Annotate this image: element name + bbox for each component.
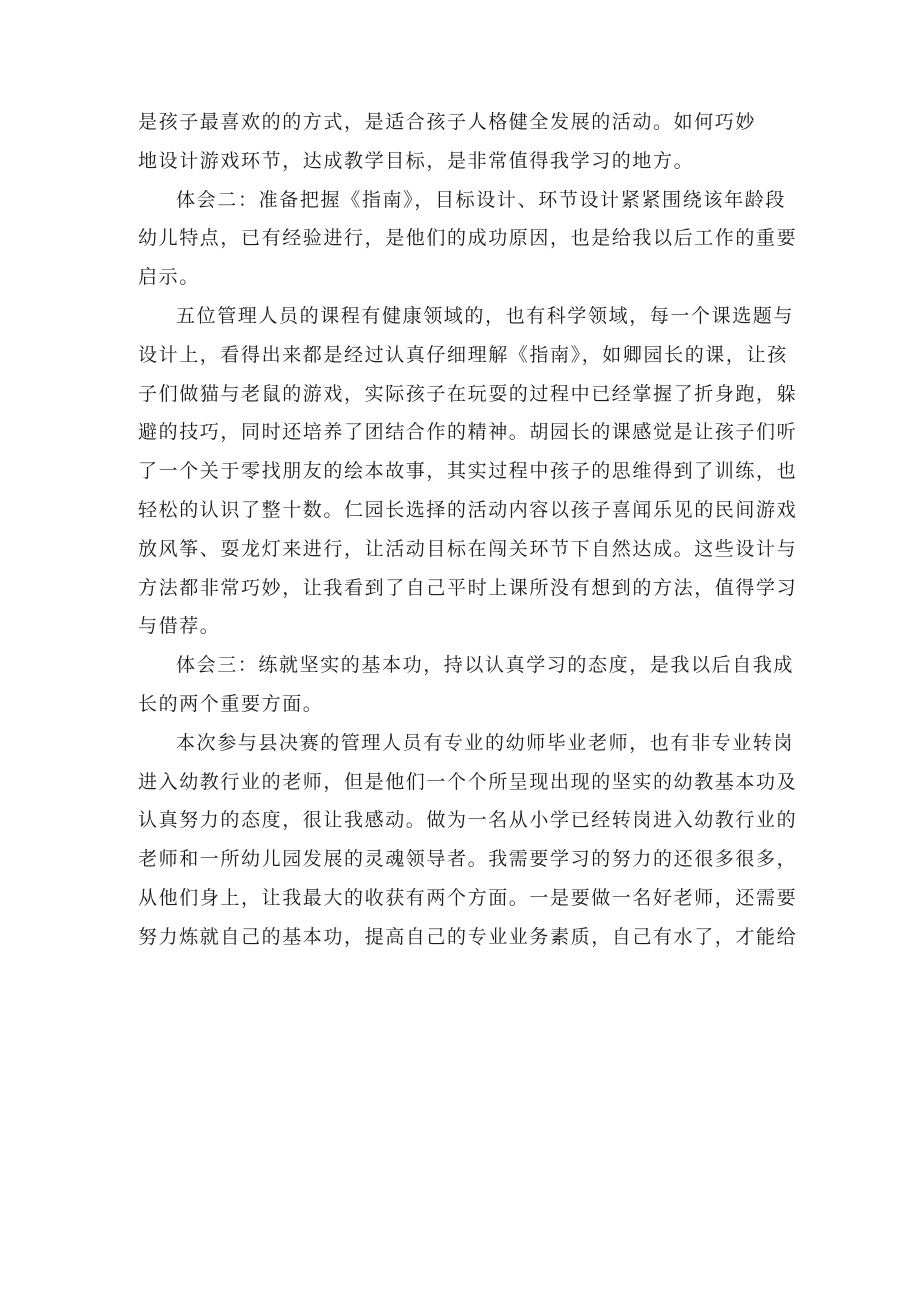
text-line: 方法都非常巧妙，让我看到了自己平时上课所没有想到的方法，值得学习	[138, 576, 798, 599]
text-line: 长的两个重要方面。	[138, 692, 324, 715]
paragraph-first-line: 本次参与县决赛的管理人员有专业的幼师毕业老师，也有非专业转岗	[176, 731, 795, 754]
paragraph-first-line: 五位管理人员的课程有健康领域的，也有科学领域，每一个课选题与	[176, 304, 795, 327]
text-line: 与借荐。	[138, 615, 221, 638]
text-line: 老师和一所幼儿园发展的灵魂领导者。我需要学习的努力的还很多很多，	[138, 848, 798, 871]
text-line: 子们做猫与老鼠的游戏，实际孩子在玩耍的过程中已经掌握了折身跑，躲	[138, 382, 798, 405]
text-line: 避的技巧，同时还培养了团结合作的精神。胡园长的课感觉是让孩子们听	[138, 421, 798, 444]
paragraph-first-line: 体会二：准备把握《指南》，目标设计、环节设计紧紧围绕该年龄段	[176, 188, 786, 211]
text-line: 设计上，看得出来都是经过认真仔细理解《指南》，如卿园长的课，让孩	[138, 343, 788, 366]
paragraph-first-line: 体会三：练就坚实的基本功，持以认真学习的态度，是我以后自我成	[176, 654, 795, 677]
text-line: 进入幼教行业的老师，但是他们一个个所呈现出现的坚实的幼教基本功及	[138, 770, 798, 793]
text-line: 是孩子最喜欢的的方式，是适合孩子人格健全发展的活动。如何巧妙	[138, 111, 757, 133]
text-line: 了一个关于零找朋友的绘本故事，其实过程中孩子的思维得到了训练，也	[138, 460, 798, 483]
text-line: 努力炼就自己的基本功，提高自己的专业业务素质，自己有水了，才能给	[138, 925, 798, 948]
text-line: 幼儿特点，已有经验进行，是他们的成功原因，也是给我以后工作的重要	[138, 227, 798, 250]
text-line: 地设计游戏环节，达成教学目标，是非常值得我学习的地方。	[138, 149, 695, 172]
document-body	[138, 103, 798, 957]
text-line: 放风筝、耍龙灯来进行，让活动目标在闯关环节下自然达成。这些设计与	[138, 537, 798, 560]
text-line: 从他们身上，让我最大的收获有两个方面。一是要做一名好老师，还需要	[138, 886, 798, 909]
text-line: 轻松的认识了整十数。仁园长选择的活动内容以孩子喜闻乐见的民间游戏	[138, 498, 798, 521]
text-line: 认真努力的态度，很让我感动。做为一名从小学已经转岗进入幼教行业的	[138, 809, 798, 832]
text-line: 启示。	[138, 266, 200, 289]
